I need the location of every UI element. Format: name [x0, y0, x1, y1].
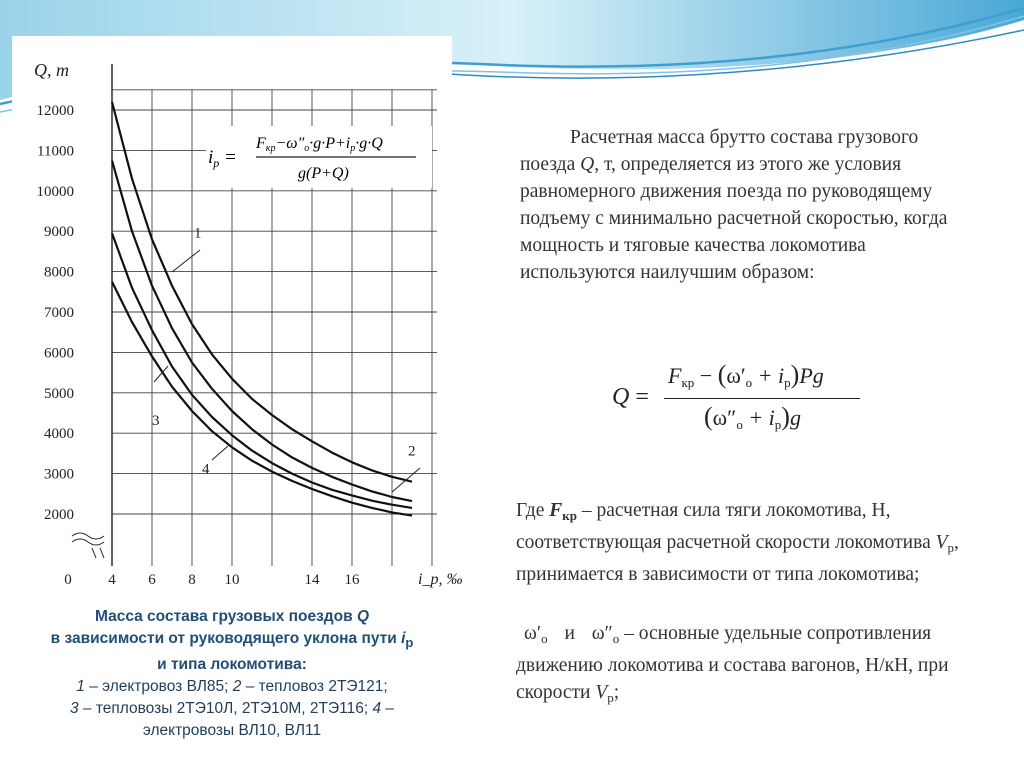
caption-title: Масса состава грузовых поездов Q в зависимости от руководящего уклона пути $i_р$ и типа локомотива: — [50, 608, 414, 673]
y-tick-label: 8000 — [44, 264, 74, 281]
formula-box — [206, 126, 432, 188]
y-tick-label: 2000 — [44, 507, 74, 523]
series-label-1: 1 — [194, 225, 202, 242]
y-tick-label: 5000 — [44, 385, 74, 402]
y-tick-label: 9000 — [44, 224, 74, 241]
series-line-4 — [112, 282, 412, 516]
y-axis-break — [72, 539, 104, 545]
resistance-paragraph: $\omega'_о$ и $\omega''_о$ – основные удельные сопротивления движению локомотива и состава вагонов, Н/кН, при скорости $V_р$; — [516, 623, 949, 705]
x-tick-label: 10 — [224, 572, 240, 588]
series-label-leader-4 — [212, 446, 228, 460]
y-tick-label: 4000 — [44, 426, 74, 443]
series-label-leader-2 — [392, 468, 420, 492]
series-line-2 — [112, 161, 412, 502]
y-tick-label: 7000 — [44, 305, 74, 321]
x-axis-break — [92, 548, 104, 558]
x-tick-label: 8 — [188, 572, 196, 588]
y-tick-label: 10000 — [36, 183, 74, 200]
formula-numerator: Fкр−ω″о·g·P+iр·g·Q — [256, 135, 383, 154]
x-axis-title: i_p, ‰ — [418, 571, 463, 588]
x-tick-label: 0 — [64, 572, 72, 588]
formula-lhs: $i_р$ = — [208, 147, 237, 170]
mass-formula-lhs: Q = — [612, 384, 649, 410]
x-tick-label: 16 — [344, 572, 360, 588]
series-label-leader-1 — [172, 250, 200, 272]
chart — [12, 36, 463, 602]
y-axis-title: Q, т — [34, 60, 69, 80]
mass-formula-numerator: $F_{кр} - (\omega'_о + i_р)Pg$ — [668, 360, 824, 390]
intro-paragraph: Расчетная масса брутто состава грузового поезда Q, т, определяется из этого же условия равномерного движения поезда по руководящему подъему с минимально расчетной скоростью, когда мощность и тяговые качества локомотива используются наилучшим образом: — [520, 127, 948, 283]
where-paragraph: Где $F_{кр}$ – расчетная сила тяги локомотива, Н, соответствующая расчетной скорости локомотива $V_р$, принимается в зависимости от типа локомотива; — [516, 500, 959, 585]
y-tick-label: 3000 — [44, 466, 74, 483]
caption-legend: 1 – электровоз ВЛ85; 2 – тепловоз 2ТЭ121; 3 – тепловозы 2ТЭ10Л, 2ТЭ10М, 2ТЭ116; 4 – электровозы ВЛ10, ВЛ11 — [69, 678, 395, 739]
y-axis-break — [72, 533, 104, 539]
chart-panel — [12, 36, 463, 602]
y-tick-label: 6000 — [44, 345, 74, 362]
chart-caption — [12, 606, 452, 742]
y-tick-label: 12000 — [36, 103, 74, 119]
series-label-4: 4 — [202, 461, 210, 478]
x-tick-label: 6 — [148, 572, 156, 588]
mass-formula — [612, 354, 892, 444]
series-label-3: 3 — [152, 413, 160, 430]
mass-formula-denominator: $(\omega''_о + i_р)g$ — [704, 402, 801, 432]
x-tick-label: 4 — [108, 572, 116, 588]
series-label-2: 2 — [408, 443, 416, 460]
x-tick-label: 14 — [304, 572, 320, 588]
formula-denominator: g(P+Q) — [298, 165, 349, 182]
y-tick-label: 11000 — [37, 143, 74, 160]
mass-formula-bar — [664, 398, 860, 399]
